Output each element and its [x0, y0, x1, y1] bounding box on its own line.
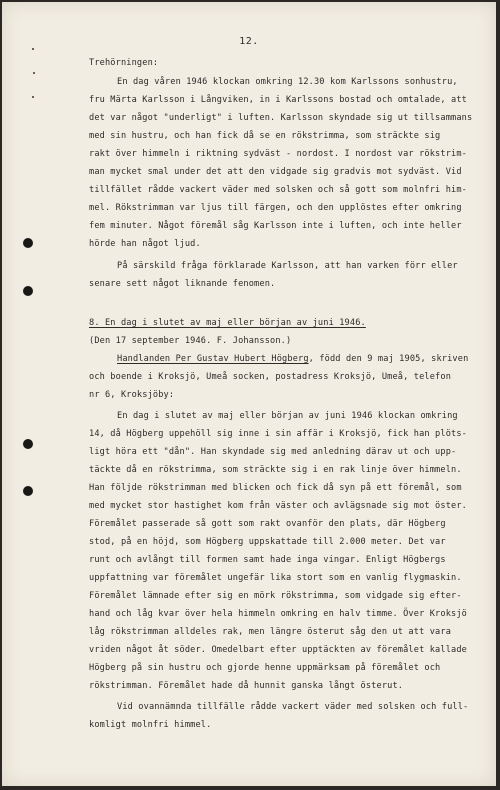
text-line: hand och låg kvar över hela himmeln omkring en halv timme. Över Kroksjö	[89, 609, 467, 619]
text-line: Vid ovannämnda tillfälle rådde vackert väder med solsken och full-	[117, 702, 469, 712]
section-subheading: (Den 17 september 1946. F. Johansson.)	[89, 336, 292, 346]
text-line: fru Märta Karlsson i Långviken, in i Karlssons bostad och omtalade, att	[89, 95, 467, 105]
text-line: komligt molnfri himmel.	[89, 720, 212, 730]
text-line: vriden något åt söder. Omedelbart efter upptäckten av föremålet kallade	[89, 645, 467, 655]
punch-hole	[23, 439, 33, 449]
text-line: det var något "underligt" i luften. Karlsson skyndade sig ut tillsammans	[89, 113, 473, 123]
text-line: mel. Rökstrimman var ljus till färgen, och den upplöstes efter omkring	[89, 203, 462, 213]
text-line: senare sett något liknande fenomen.	[89, 279, 276, 289]
text-line: uppfattning var föremålet ungefär lika stort som en vanlig flygmaskin.	[89, 573, 462, 583]
text-line: tillfället rådde vackert väder med solsken och så gott som molnfri him-	[89, 185, 467, 195]
section-heading: 8. En dag i slutet av maj eller början av juni 1946.	[89, 318, 366, 328]
margin-dot	[33, 72, 35, 74]
text-line: hörde han något ljud.	[89, 239, 201, 249]
text-line: låg rökstrimman alldeles rak, men längre österut såg den ut att vara	[89, 627, 452, 637]
text-line: stod, på en höjd, som Högberg uppskattade till 2.000 meter. Det var	[89, 537, 446, 547]
text-line: fem minuter. Något föremål såg Karlsson inte i luften, och inte heller	[89, 221, 462, 231]
witness-intro	[117, 354, 468, 365]
page-number: 12.	[239, 36, 259, 47]
text-line: man mycket smal under det att den vidgade sig gradvis mot sydväst. Vid	[89, 167, 462, 177]
text-line: Föremålet lämnade efter sig en mörk rökstrimma, som vidgade sig efter-	[89, 591, 462, 601]
text-line: rökstrimman. Föremålet hade då hunnit ganska långt österut.	[89, 681, 404, 691]
text-line: En dag våren 1946 klockan omkring 12.30 kom Karlssons sonhustru,	[117, 77, 458, 87]
section-heading: Trehörningen:	[89, 58, 159, 68]
text-line: Han följde rökstrimman med blicken och fick då syn på ett föremål, som	[89, 483, 462, 493]
text-line: runt och avlångt till formen samt hade inga vingar. Enligt Högbergs	[89, 555, 446, 565]
text-line: På särskild fråga förklarade Karlsson, att han varken förr eller	[117, 261, 458, 271]
text-line: täckte då en rökstrimma, som sträckte sig i en rak linje över himmeln.	[89, 465, 462, 475]
text-line: Högberg på sin hustru och gjorde henne uppmärksam på föremålet och	[89, 663, 441, 673]
document-page	[2, 2, 496, 786]
text-line: 14, då Högberg uppehöll sig inne i sin affär i Kroksjö, fick han plöts-	[89, 429, 467, 439]
witness-name: Handlanden Per Gustav Hubert Högberg	[117, 354, 309, 364]
text-line: rakt över himmeln i riktning sydväst - nordost. I nordost var rökstrim-	[89, 149, 467, 159]
text-line: nr 6, Kroksjöby:	[89, 390, 175, 400]
punch-hole	[23, 286, 33, 296]
witness-details: , född den 9 maj 1905, skriven	[308, 354, 469, 364]
text-line: ligt höra ett "dån". Han skyndade sig med anledning därav ut och upp-	[89, 447, 457, 457]
margin-dot	[32, 48, 34, 50]
punch-hole	[23, 238, 33, 248]
text-line: och boende i Kroksjö, Umeå socken, postadress Kroksjö, Umeå, telefon	[89, 372, 452, 382]
text-line: med sin hustru, och han fick då se en rökstrimma, som sträckte sig	[89, 131, 441, 141]
text-line: Föremålet passerade så gott som rakt ovanför den plats, där Högberg	[89, 519, 446, 529]
punch-hole	[23, 486, 33, 496]
text-line: En dag i slutet av maj eller början av juni 1946 klockan omkring	[117, 411, 458, 421]
margin-dot	[32, 96, 34, 98]
text-line: med mycket stor hastighet kom från väster och avlägsnade sig mot öster.	[89, 501, 467, 511]
